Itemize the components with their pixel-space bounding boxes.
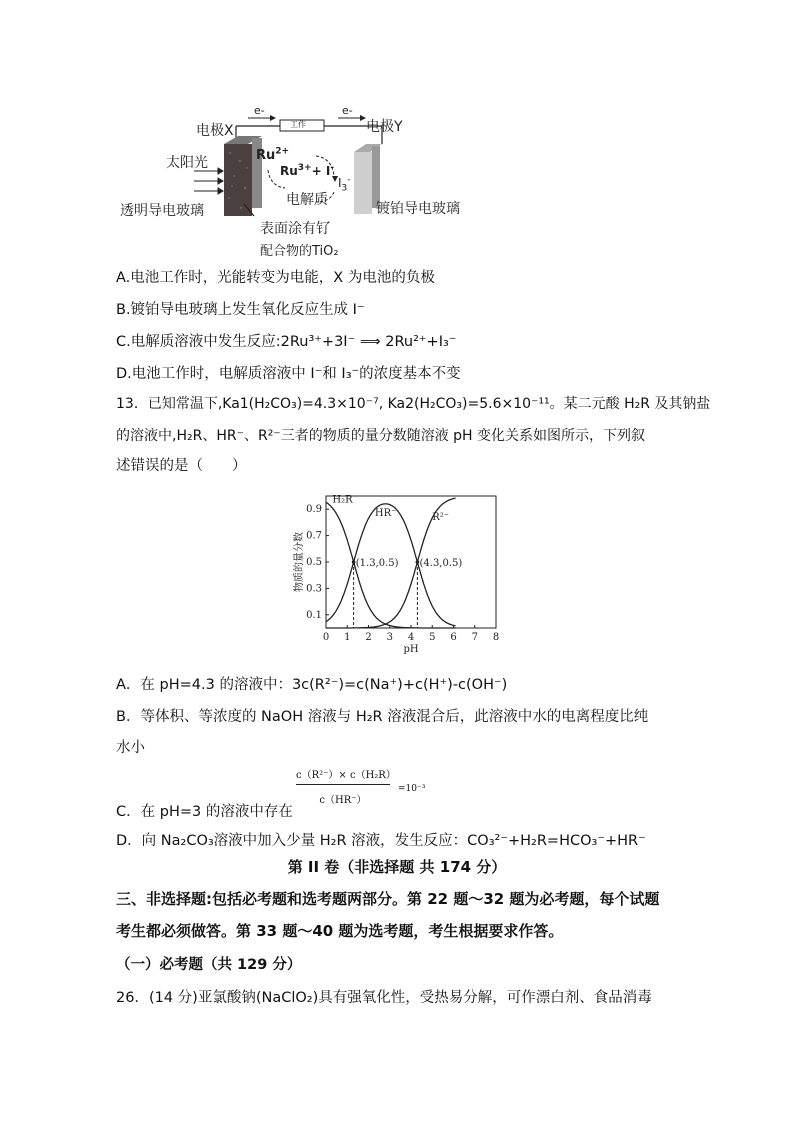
- work-box-label: 工作: [290, 120, 306, 129]
- q13-stem-line2: 的溶液中,H₂R、HR⁻、R²⁻三者的物质的量分数随溶液 pH 变化关系如图所示，下列叙: [116, 428, 646, 444]
- section2-instructions-line1: 三、非选择题:包括必考题和选考题两部分。第 22 题～32 题为必考题，每个试题: [116, 890, 660, 908]
- q12-option-a: A.电池工作时，光能转变为电能，X 为电池的负极: [116, 270, 435, 286]
- electron-left-label: e-: [254, 104, 265, 117]
- annotation-pka1: (1.3,0.5): [355, 558, 399, 569]
- coating-label-2: 配合物的TiO₂: [260, 244, 339, 259]
- q12-option-c: C.电解质溶液中发生反应:2Ru³⁺+3I⁻ ⟹ 2Ru²⁺+I₃⁻: [116, 334, 457, 350]
- x-tick-label: 4: [407, 632, 415, 643]
- q13-option-b-line1: B．等体积、等浓度的 NaOH 溶液与 H₂R 溶液混合后，此溶液中水的电离程度比纯: [116, 709, 649, 725]
- q26-stem: 26．(14 分)亚氯酸钠(NaClO₂)具有强氧化性，受热易分解，可作漂白剂、食品消毒: [116, 990, 652, 1006]
- ru3-label: $Ru^{3+}+ I^-$: [280, 163, 335, 178]
- x-axis-label: pH: [403, 644, 419, 655]
- x-tick-label: 7: [471, 632, 478, 643]
- y-tick-label: 0.9: [306, 504, 322, 516]
- x-tick-label: 1: [344, 632, 351, 643]
- y-tick-label: 0.7: [306, 530, 322, 542]
- y-tick-label: 0.3: [306, 583, 322, 595]
- x-tick-label: 3: [386, 632, 393, 643]
- q13-option-b-line2: 水小: [116, 740, 145, 756]
- distribution-chart-svg: [282, 488, 512, 660]
- x-tick-label: 2: [365, 632, 372, 643]
- right-glass-label: 镀铂导电玻璃: [376, 201, 460, 217]
- q13-stem-line3: 述错误的是（ ）: [116, 458, 247, 474]
- fraction-numerator: c（R²⁻）× c（H₂R）: [296, 770, 396, 781]
- q12-option-d: D.电池工作时，电解质溶液中 I⁻和 I₃⁻的浓度基本不变: [116, 366, 461, 382]
- y-tick-label: 0.5: [306, 557, 322, 568]
- q13-option-d: D．向 Na₂CO₃溶液中加入少量 H₂R 溶液，发生反应：CO₃²⁻+H₂R=HCO₃⁻+HR⁻: [116, 833, 646, 849]
- distribution-chart: [282, 488, 512, 660]
- x-tick-label: 0: [322, 632, 330, 643]
- sunlight-label: 太阳光: [166, 155, 208, 171]
- q12-option-b: B.镀铂导电玻璃上发生氧化反应生成 I⁻: [116, 302, 365, 318]
- left-glass-label: 透明导电玻璃: [120, 203, 204, 219]
- x-tick-label: 6: [450, 632, 457, 643]
- y-axis-label: 物质的量分数: [294, 532, 305, 592]
- coating-label-1: 表面涂有钌: [260, 221, 330, 237]
- ru2-label: $Ru^{2+}$: [256, 146, 290, 163]
- required-section-heading: （一）必考题（共 129 分）: [116, 957, 302, 973]
- electrode-x-label: 电极X: [196, 123, 234, 139]
- q13-option-c-rhs: =10⁻³: [398, 784, 426, 794]
- chart-frame: [326, 496, 496, 628]
- q13-option-c-fraction: [296, 766, 396, 806]
- electron-right-label: e-: [342, 104, 353, 117]
- q13-stem-line1: 13．已知常温下,Ka1(H₂CO₃)=4.3×10⁻⁷, Ka2(H₂CO₃)=5.6×10⁻¹¹。某二元酸 H₂R 及其钠盐: [116, 396, 711, 412]
- series-label-hr: HR⁻: [374, 507, 397, 519]
- i3-label: $I_3^-$: [338, 175, 351, 194]
- section2-title: 第 II 卷（非选择题 共 174 分）: [287, 858, 507, 876]
- fraction-denominator: c（HR⁻）: [319, 795, 367, 806]
- x-tick-label: 8: [492, 632, 500, 643]
- q13-option-c: C．在 pH=3 的溶液中存在: [116, 804, 293, 820]
- section2-instructions-line2: 考生都必须做答。第 33 题～40 题为选考题，考生根据要求作答。: [116, 922, 564, 940]
- series-label-h2r: H₂R: [332, 494, 353, 506]
- q13-option-a: A．在 pH=4.3 的溶液中：3c(R²⁻)=c(Na⁺)+c(H⁺)-c(OH⁻): [116, 677, 508, 693]
- series-label-r2: R²⁻: [432, 511, 450, 523]
- cell-diagram: [120, 98, 500, 260]
- x-tick-label: 5: [429, 632, 436, 643]
- y-tick-label: 0.1: [306, 609, 322, 621]
- annotation-pka2: (4.3,0.5): [419, 558, 463, 569]
- electrolyte-label: 电解质: [286, 192, 328, 208]
- electrode-y-label: 电极Y: [366, 119, 403, 135]
